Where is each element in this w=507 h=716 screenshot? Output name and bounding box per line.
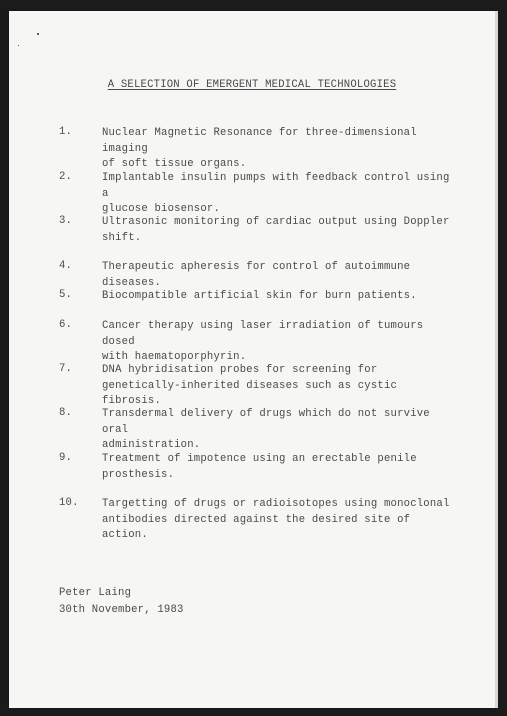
- item-text: DNA hybridisation probes for screening for genetically-inherited diseases such as cystic fibrosis.: [102, 364, 398, 407]
- item-number: 2.: [59, 171, 73, 183]
- author-name: Peter Laing: [59, 587, 132, 599]
- item-text: Cancer therapy using laser irradiation of tumours dosed with haematoporphyrin.: [102, 320, 424, 363]
- item-text: Transdermal delivery of drugs which do not survive oral administration.: [102, 408, 430, 451]
- item-number: 6.: [59, 319, 73, 331]
- speck-mark: [18, 45, 19, 46]
- item-text: Biocompatible artificial skin for burn patients.: [102, 290, 417, 302]
- item-text: Targetting of drugs or radioisotopes using monoclonal antibodies directed against the desired site of action.: [102, 498, 450, 541]
- document-page: [9, 11, 495, 708]
- item-text: Nuclear Magnetic Resonance for three-dimensional imaging of soft tissue organs.: [102, 127, 417, 170]
- item-number: 8.: [59, 407, 73, 419]
- item-text: Treatment of impotence using an erectable penile prosthesis.: [102, 453, 417, 481]
- document-date: 30th November, 1983: [59, 604, 184, 616]
- item-number: 3.: [59, 215, 73, 227]
- item-text: Ultrasonic monitoring of cardiac output using Doppler shift.: [102, 216, 450, 244]
- item-number: 4.: [59, 260, 73, 272]
- item-number: 10.: [59, 497, 79, 509]
- item-text: Therapeutic apheresis for control of autoimmune diseases.: [102, 261, 411, 289]
- item-number: 9.: [59, 452, 73, 464]
- document-title: A SELECTION OF EMERGENT MEDICAL TECHNOLOGIES: [107, 79, 397, 91]
- speck-mark: [37, 33, 39, 35]
- item-number: 7.: [59, 363, 73, 375]
- item-text: Implantable insulin pumps with feedback control using a glucose biosensor.: [102, 172, 450, 215]
- item-number: 1.: [59, 126, 73, 138]
- item-number: 5.: [59, 289, 73, 301]
- page-edge: [495, 11, 498, 708]
